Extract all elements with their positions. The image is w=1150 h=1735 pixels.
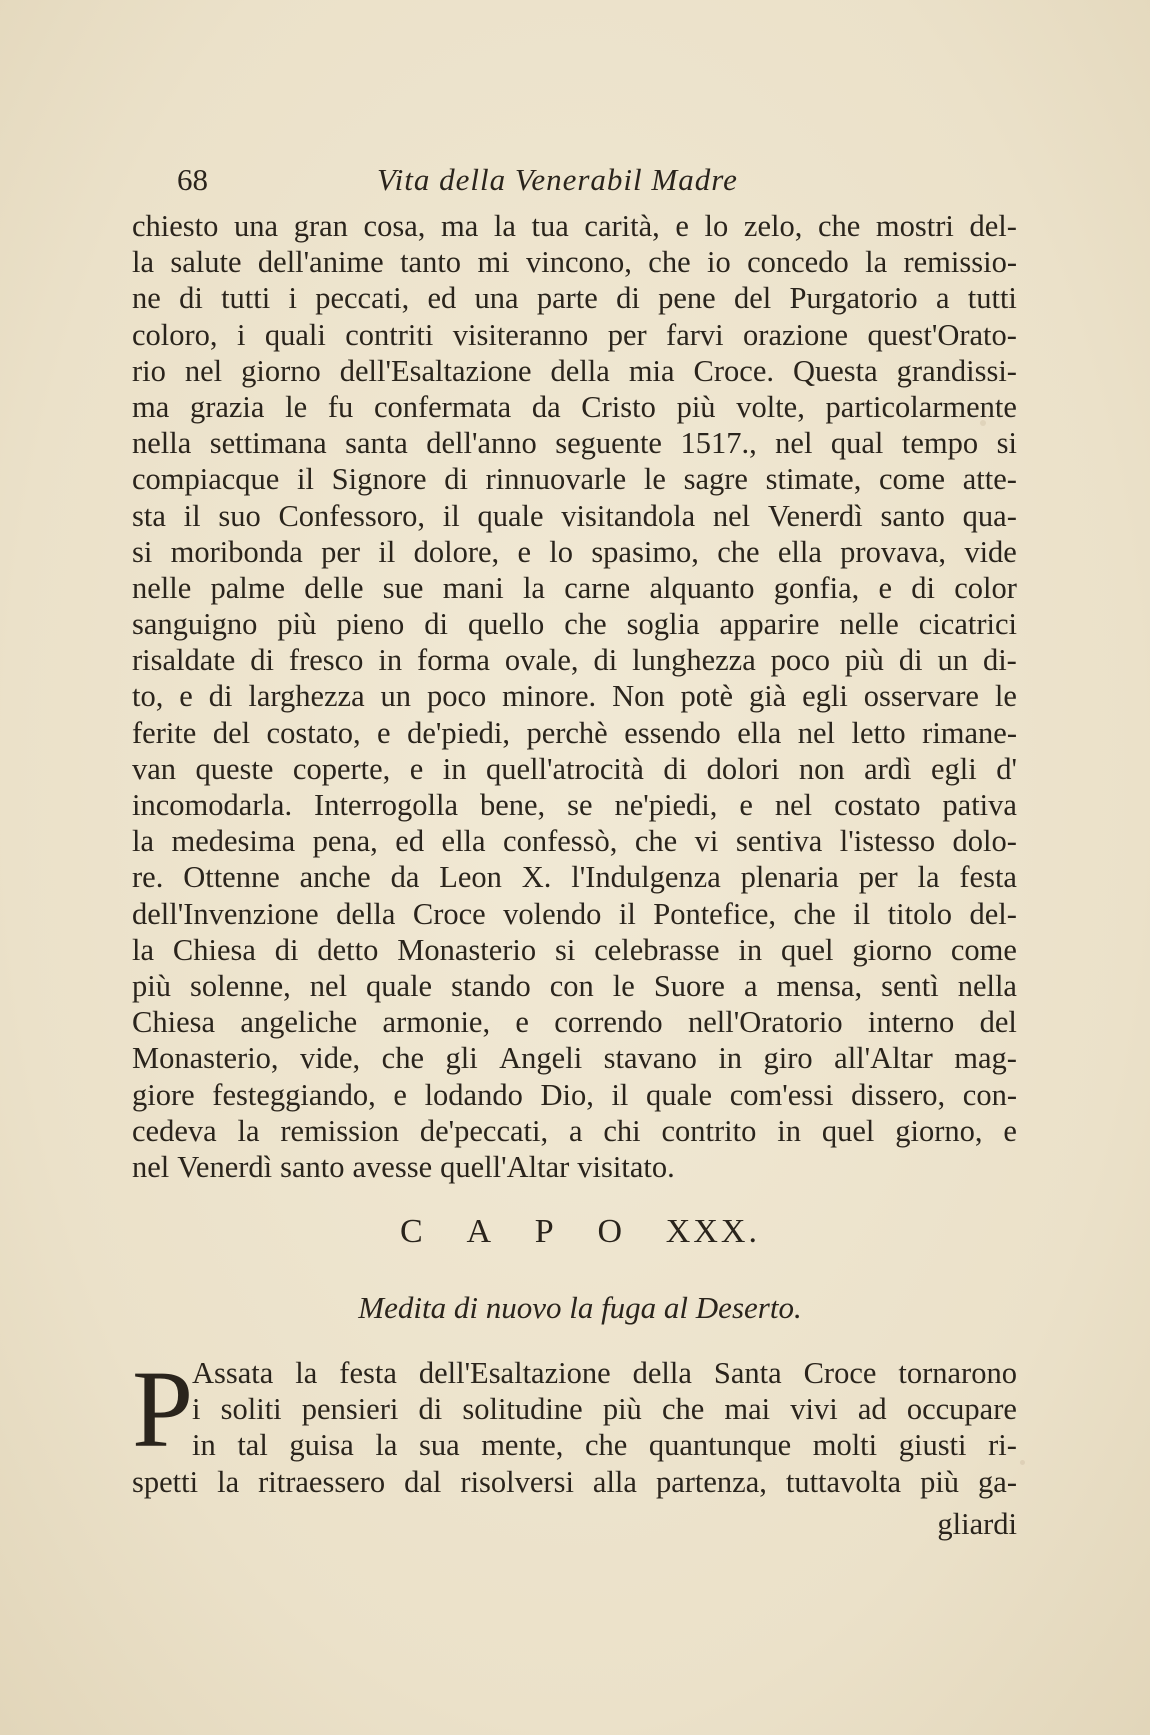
text-line: Monasterio, vide, che gli Angeli stavano in giro all'Altar mag- [132, 1041, 1017, 1076]
text-line: ne di tutti i peccati, ed una parte di pene del Purgatorio a tutti [132, 281, 1017, 316]
text-line: rio nel giorno dell'Esaltazione della mia Croce. Questa grandissi- [132, 353, 1017, 388]
body-text [132, 208, 1017, 1185]
running-head: Vita della Venerabil Madre [377, 162, 738, 197]
text-line: re. Ottenne anche da Leon X. l'Indulgenza plenaria per la festa [132, 860, 1017, 895]
chapter-title [400, 1213, 760, 1251]
text-line: la salute dell'anime tanto mi vincono, che io concedo la remissio- [132, 245, 1017, 280]
chapter-title-letter: A [466, 1213, 495, 1250]
chapter-text [132, 1348, 1017, 1500]
text-line: la medesima pena, ed ella confessò, che vi sentiva l'istesso dolo- [132, 824, 1017, 859]
text-line: risaldate di fresco in forma ovale, di lunghezza poco più di un di- [132, 643, 1017, 678]
ink-speck [1020, 1460, 1025, 1465]
text-line: sanguigno più pieno di quello che soglia apparire nelle cicatrici [132, 607, 1017, 642]
text-line: spetti la ritraessero dal risolversi alla partenza, tuttavolta più ga- [132, 1464, 1017, 1499]
text-line: compiacque il Signore di rinnuovarle le sagre stimate, come atte- [132, 462, 1017, 497]
text-line: in tal guisa la sua mente, che quantunque molti giusti ri- [192, 1428, 1017, 1463]
text-line: i soliti pensieri di solitudine più che mai vivi ad occupare [192, 1392, 1017, 1427]
catchword: gliardi [937, 1507, 1017, 1541]
text-line: giore festeggiando, e lodando Dio, il quale com'essi dissero, con- [132, 1077, 1017, 1112]
text-line: si moribonda per il dolore, e lo spasimo, che ella provava, vide [132, 534, 1017, 569]
chapter-title-letter: O [597, 1213, 626, 1250]
text-line: nelle palme delle sue mani la carne alquanto gonfia, e di color [132, 570, 1017, 605]
text-line: cedeva la remission de'peccati, a chi contrito in quel giorno, e [132, 1113, 1017, 1148]
text-line: la Chiesa di detto Monasterio si celebrasse in quel giorno come [132, 932, 1017, 967]
text-line: to, e di larghezza un poco minore. Non potè già egli osservare le [132, 679, 1017, 714]
chapter-title-letter: C [400, 1213, 426, 1250]
text-line: dell'Invenzione della Croce volendo il Pontefice, che il titolo del- [132, 896, 1017, 931]
text-line: coloro, i quali contriti visiteranno per farvi orazione quest'Orato- [132, 317, 1017, 352]
page-header [177, 162, 807, 202]
text-line: van queste coperte, e in quell'atrocità di dolori non ardì egli d' [132, 751, 1017, 786]
chapter-title-letter: P [534, 1213, 557, 1250]
chapter-subtitle: Medita di nuovo la fuga al Deserto. [358, 1290, 802, 1325]
text-line: nella settimana santa dell'anno seguente 1517., nel qual tempo si [132, 426, 1017, 461]
text-line: chiesto una gran cosa, ma la tua carità, e lo zelo, che mostri del- [132, 209, 1017, 243]
drop-cap: P [132, 1348, 194, 1470]
text-line: sta il suo Confessoro, il quale visitandola nel Venerdì santo qua- [132, 498, 1017, 533]
chapter-title-letter: XXX. [665, 1213, 760, 1250]
text-line: incomodarla. Interrogolla bene, se ne'piedi, e nel costato pativa [132, 788, 1017, 822]
text-line: ma grazia le fu confermata da Cristo più volte, particolarmente [132, 389, 1017, 424]
text-line: nel Venerdì santo avesse quell'Altar visitato. [132, 1149, 675, 1184]
text-line: Chiesa angeliche armonie, e correndo nell'Oratorio interno del [132, 1005, 1017, 1040]
page-number: 68 [177, 162, 208, 197]
text-line: più solenne, nel quale stando con le Suore a mensa, sentì nella [132, 968, 1017, 1003]
text-line: Assata la festa dell'Esaltazione della Santa Croce tornarono [192, 1356, 1017, 1390]
text-line: ferite del costato, e de'piedi, perchè essendo ella nel letto rimane- [132, 715, 1017, 750]
